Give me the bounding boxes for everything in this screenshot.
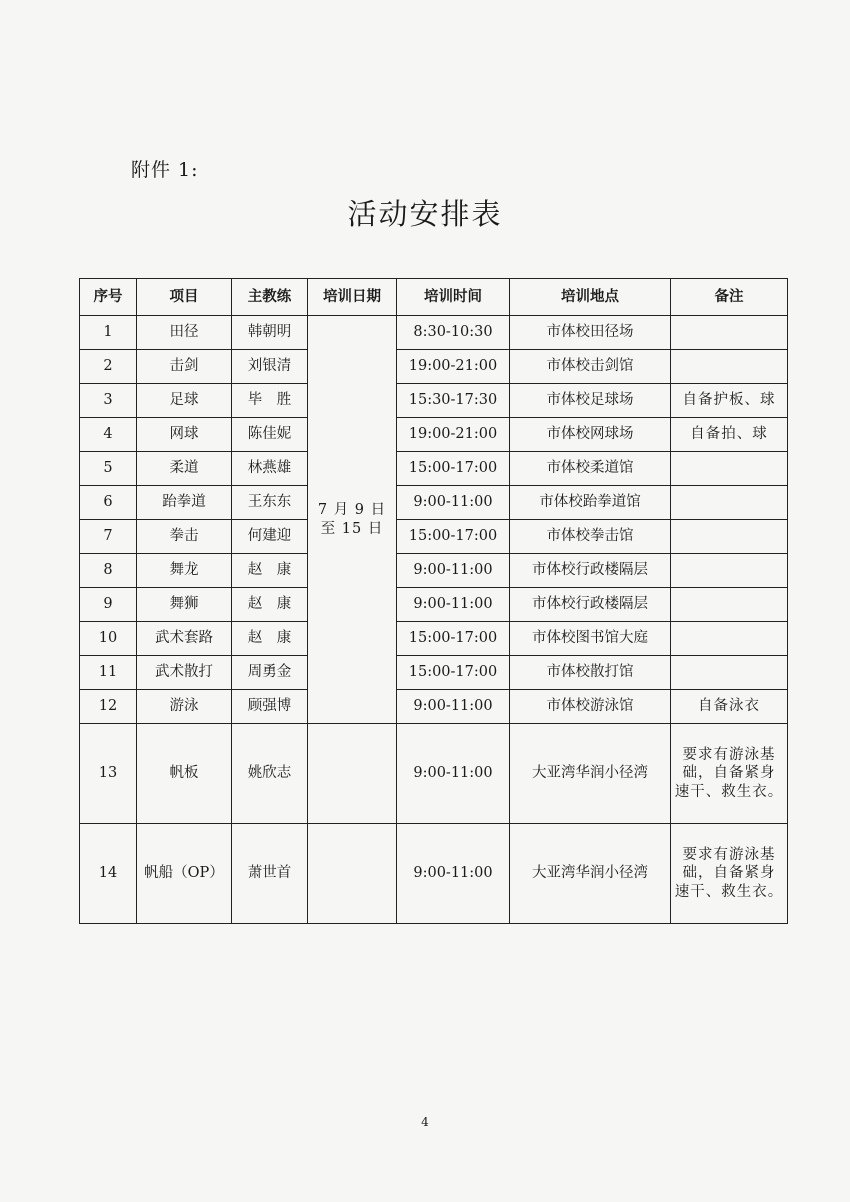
cell-location: 市体校跆拳道馆	[510, 486, 671, 520]
cell-location: 市体校击剑馆	[510, 350, 671, 384]
cell-note	[671, 824, 788, 924]
note-line: 速干、救生衣。	[674, 883, 784, 900]
cell-time: 19:00-21:00	[397, 350, 510, 384]
cell-project: 游泳	[137, 690, 232, 724]
table-row	[80, 554, 788, 588]
cell-note	[671, 588, 788, 622]
cell-date-empty	[308, 724, 397, 824]
page-number: 4	[421, 1115, 429, 1129]
header-note: 备注	[671, 279, 788, 316]
date-line: 7 月 9 日	[317, 502, 387, 519]
cell-note	[671, 486, 788, 520]
cell-time: 15:00-17:00	[397, 452, 510, 486]
cell-note	[671, 656, 788, 690]
cell-note	[671, 724, 788, 824]
header-location: 培训地点	[510, 279, 671, 316]
cell-project: 帆板	[137, 724, 232, 824]
cell-location: 市体校足球场	[510, 384, 671, 418]
cell-project: 网球	[137, 418, 232, 452]
cell-note: 自备泳衣	[671, 690, 788, 724]
table-row	[80, 418, 788, 452]
table-row	[80, 384, 788, 418]
cell-coach: 王东东	[232, 486, 308, 520]
cell-time: 9:00-11:00	[397, 554, 510, 588]
header-time: 培训时间	[397, 279, 510, 316]
cell-time: 15:00-17:00	[397, 656, 510, 690]
cell-time: 8:30-10:30	[397, 316, 510, 350]
cell-coach: 刘银清	[232, 350, 308, 384]
cell-note	[671, 554, 788, 588]
cell-no: 6	[80, 486, 137, 520]
cell-project: 击剑	[137, 350, 232, 384]
table-row	[80, 622, 788, 656]
cell-no: 12	[80, 690, 137, 724]
table-row	[80, 824, 788, 924]
cell-location: 市体校拳击馆	[510, 520, 671, 554]
table-row	[80, 724, 788, 824]
note-line: 础，自备紧身	[682, 865, 776, 882]
cell-coach: 顾强博	[232, 690, 308, 724]
cell-location: 市体校游泳馆	[510, 690, 671, 724]
cell-location: 市体校行政楼隔层	[510, 588, 671, 622]
table-row	[80, 690, 788, 724]
cell-coach: 毕 胜	[232, 384, 308, 418]
note-line: 要求有游泳基	[682, 847, 776, 864]
cell-location: 大亚湾华润小径湾	[510, 824, 671, 924]
cell-no: 9	[80, 588, 137, 622]
table-row	[80, 350, 788, 384]
table-row	[80, 452, 788, 486]
cell-time: 19:00-21:00	[397, 418, 510, 452]
cell-time: 9:00-11:00	[397, 724, 510, 824]
cell-note	[671, 452, 788, 486]
cell-no: 11	[80, 656, 137, 690]
header-date: 培训日期	[308, 279, 397, 316]
table-header-row	[80, 279, 788, 316]
cell-time: 9:00-11:00	[397, 588, 510, 622]
date-line: 至 15 日	[320, 520, 384, 537]
note-line: 要求有游泳基	[682, 747, 776, 764]
cell-coach: 姚欣志	[232, 724, 308, 824]
cell-time: 9:00-11:00	[397, 486, 510, 520]
cell-project: 田径	[137, 316, 232, 350]
note-line: 速干、救生衣。	[674, 783, 784, 800]
cell-project: 跆拳道	[137, 486, 232, 520]
cell-time: 9:00-11:00	[397, 824, 510, 924]
cell-project: 武术套路	[137, 622, 232, 656]
table-row	[80, 588, 788, 622]
cell-no: 8	[80, 554, 137, 588]
attachment-label: 附件 1:	[131, 159, 199, 181]
cell-date-empty	[308, 824, 397, 924]
cell-no: 1	[80, 316, 137, 350]
cell-no: 10	[80, 622, 137, 656]
cell-coach: 韩朝明	[232, 316, 308, 350]
cell-time: 15:30-17:30	[397, 384, 510, 418]
cell-coach: 陈佳妮	[232, 418, 308, 452]
cell-no: 14	[80, 824, 137, 924]
cell-project: 舞龙	[137, 554, 232, 588]
cell-note	[671, 316, 788, 350]
table-row	[80, 486, 788, 520]
cell-location: 市体校田径场	[510, 316, 671, 350]
cell-no: 3	[80, 384, 137, 418]
document-title: 活动安排表	[347, 197, 503, 231]
cell-coach: 何建迎	[232, 520, 308, 554]
cell-time: 15:00-17:00	[397, 622, 510, 656]
cell-project: 帆船（OP）	[137, 824, 232, 924]
cell-project: 武术散打	[137, 656, 232, 690]
cell-project: 柔道	[137, 452, 232, 486]
cell-location: 市体校柔道馆	[510, 452, 671, 486]
cell-note: 自备拍、球	[671, 418, 788, 452]
cell-no: 4	[80, 418, 137, 452]
cell-location: 市体校散打馆	[510, 656, 671, 690]
cell-location: 市体校图书馆大庭	[510, 622, 671, 656]
cell-no: 7	[80, 520, 137, 554]
cell-note	[671, 520, 788, 554]
cell-coach: 周勇金	[232, 656, 308, 690]
header-coach: 主教练	[232, 279, 308, 316]
cell-coach: 赵 康	[232, 588, 308, 622]
cell-coach: 林燕雄	[232, 452, 308, 486]
header-no: 序号	[80, 279, 137, 316]
table-row	[80, 520, 788, 554]
cell-project: 拳击	[137, 520, 232, 554]
schedule-table	[79, 278, 788, 924]
cell-time: 15:00-17:00	[397, 520, 510, 554]
cell-location: 市体校网球场	[510, 418, 671, 452]
cell-no: 5	[80, 452, 137, 486]
cell-coach: 赵 康	[232, 622, 308, 656]
table-row	[80, 656, 788, 690]
cell-no: 2	[80, 350, 137, 384]
cell-note	[671, 350, 788, 384]
header-project: 项目	[137, 279, 232, 316]
table-row	[80, 316, 788, 350]
cell-coach: 萧世首	[232, 824, 308, 924]
cell-coach: 赵 康	[232, 554, 308, 588]
cell-project: 足球	[137, 384, 232, 418]
cell-note	[671, 622, 788, 656]
cell-note: 自备护板、球	[671, 384, 788, 418]
cell-project: 舞狮	[137, 588, 232, 622]
cell-shared-date	[308, 316, 397, 724]
cell-location: 大亚湾华润小径湾	[510, 724, 671, 824]
note-line: 础，自备紧身	[682, 765, 776, 782]
cell-no: 13	[80, 724, 137, 824]
cell-time: 9:00-11:00	[397, 690, 510, 724]
cell-location: 市体校行政楼隔层	[510, 554, 671, 588]
